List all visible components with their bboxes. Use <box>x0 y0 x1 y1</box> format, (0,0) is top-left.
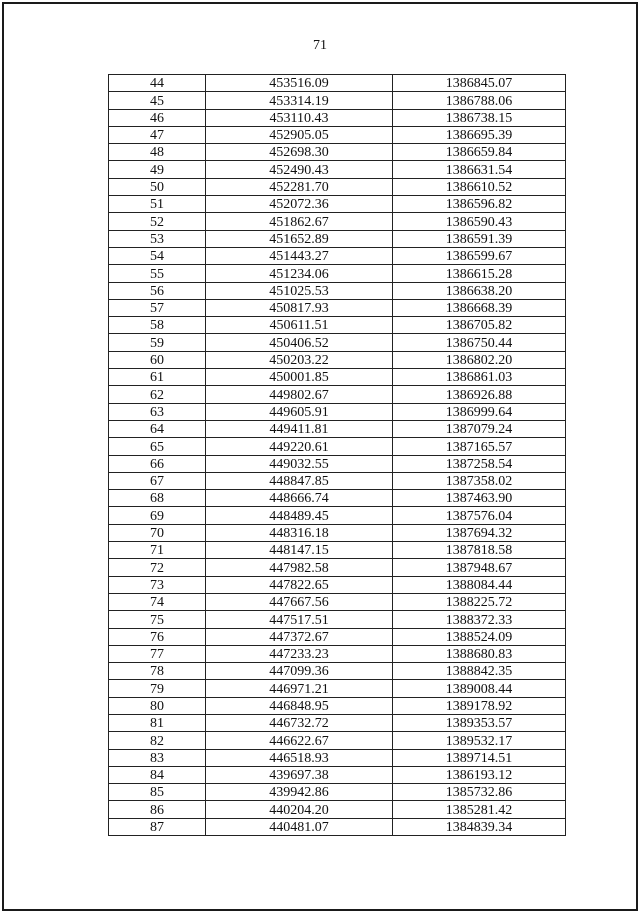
x-coordinate-cell: 450611.51 <box>206 317 393 334</box>
table-row <box>109 732 566 749</box>
y-coordinate-cell: 1386610.52 <box>393 178 566 195</box>
point-number-cell: 47 <box>109 126 206 143</box>
y-coordinate-cell: 1389714.51 <box>393 749 566 766</box>
x-coordinate-cell: 448316.18 <box>206 524 393 541</box>
point-number-cell: 83 <box>109 749 206 766</box>
table-row <box>109 542 566 559</box>
x-coordinate-cell: 446848.95 <box>206 697 393 714</box>
point-number-cell: 80 <box>109 697 206 714</box>
y-coordinate-cell: 1387948.67 <box>393 559 566 576</box>
point-number-cell: 78 <box>109 663 206 680</box>
point-number-cell: 77 <box>109 645 206 662</box>
table-row <box>109 109 566 126</box>
x-coordinate-cell: 447233.23 <box>206 645 393 662</box>
table-row <box>109 178 566 195</box>
table-row <box>109 247 566 264</box>
x-coordinate-cell: 453314.19 <box>206 92 393 109</box>
point-number-cell: 86 <box>109 801 206 818</box>
y-coordinate-cell: 1387165.57 <box>393 438 566 455</box>
point-number-cell: 87 <box>109 818 206 835</box>
x-coordinate-cell: 453110.43 <box>206 109 393 126</box>
table-row <box>109 420 566 437</box>
x-coordinate-cell: 448666.74 <box>206 490 393 507</box>
x-coordinate-cell: 451025.53 <box>206 282 393 299</box>
y-coordinate-cell: 1387694.32 <box>393 524 566 541</box>
table-row <box>109 507 566 524</box>
y-coordinate-cell: 1386638.20 <box>393 282 566 299</box>
x-coordinate-cell: 450817.93 <box>206 299 393 316</box>
table-row <box>109 559 566 576</box>
y-coordinate-cell: 1389178.92 <box>393 697 566 714</box>
point-number-cell: 61 <box>109 369 206 386</box>
table-row <box>109 317 566 334</box>
table-row <box>109 144 566 161</box>
y-coordinate-cell: 1387258.54 <box>393 455 566 472</box>
y-coordinate-cell: 1386596.82 <box>393 196 566 213</box>
table-row <box>109 230 566 247</box>
point-number-cell: 76 <box>109 628 206 645</box>
table-row <box>109 386 566 403</box>
x-coordinate-cell: 451234.06 <box>206 265 393 282</box>
table-row <box>109 680 566 697</box>
point-number-cell: 65 <box>109 438 206 455</box>
x-coordinate-cell: 448847.85 <box>206 472 393 489</box>
y-coordinate-cell: 1389353.57 <box>393 714 566 731</box>
point-number-cell: 75 <box>109 611 206 628</box>
point-number-cell: 46 <box>109 109 206 126</box>
y-coordinate-cell: 1386750.44 <box>393 334 566 351</box>
y-coordinate-cell: 1386590.43 <box>393 213 566 230</box>
table-row <box>109 784 566 801</box>
table-row <box>109 749 566 766</box>
table-row <box>109 611 566 628</box>
table-row <box>109 593 566 610</box>
y-coordinate-cell: 1385732.86 <box>393 784 566 801</box>
x-coordinate-cell: 450406.52 <box>206 334 393 351</box>
y-coordinate-cell: 1388372.33 <box>393 611 566 628</box>
table-row <box>109 213 566 230</box>
x-coordinate-cell: 446518.93 <box>206 749 393 766</box>
coordinate-table <box>108 74 566 836</box>
table-row <box>109 524 566 541</box>
table-row <box>109 438 566 455</box>
x-coordinate-cell: 446971.21 <box>206 680 393 697</box>
point-number-cell: 60 <box>109 351 206 368</box>
point-number-cell: 53 <box>109 230 206 247</box>
table-row <box>109 92 566 109</box>
table-row <box>109 663 566 680</box>
table-row <box>109 161 566 178</box>
y-coordinate-cell: 1386615.28 <box>393 265 566 282</box>
y-coordinate-cell: 1386591.39 <box>393 230 566 247</box>
y-coordinate-cell: 1388225.72 <box>393 593 566 610</box>
y-coordinate-cell: 1389008.44 <box>393 680 566 697</box>
coordinate-table-body <box>109 75 566 836</box>
y-coordinate-cell: 1388680.83 <box>393 645 566 662</box>
x-coordinate-cell: 440204.20 <box>206 801 393 818</box>
y-coordinate-cell: 1387358.02 <box>393 472 566 489</box>
point-number-cell: 45 <box>109 92 206 109</box>
x-coordinate-cell: 452698.30 <box>206 144 393 161</box>
page-number: 71 <box>313 38 327 53</box>
point-number-cell: 49 <box>109 161 206 178</box>
x-coordinate-cell: 449220.61 <box>206 438 393 455</box>
point-number-cell: 52 <box>109 213 206 230</box>
y-coordinate-cell: 1386659.84 <box>393 144 566 161</box>
point-number-cell: 51 <box>109 196 206 213</box>
point-number-cell: 68 <box>109 490 206 507</box>
y-coordinate-cell: 1387463.90 <box>393 490 566 507</box>
y-coordinate-cell: 1386738.15 <box>393 109 566 126</box>
point-number-cell: 70 <box>109 524 206 541</box>
table-row <box>109 697 566 714</box>
x-coordinate-cell: 452905.05 <box>206 126 393 143</box>
y-coordinate-cell: 1386788.06 <box>393 92 566 109</box>
x-coordinate-cell: 450203.22 <box>206 351 393 368</box>
point-number-cell: 55 <box>109 265 206 282</box>
x-coordinate-cell: 449802.67 <box>206 386 393 403</box>
point-number-cell: 74 <box>109 593 206 610</box>
table-row <box>109 351 566 368</box>
table-row <box>109 369 566 386</box>
table-row <box>109 299 566 316</box>
table-row <box>109 196 566 213</box>
y-coordinate-cell: 1387576.04 <box>393 507 566 524</box>
point-number-cell: 58 <box>109 317 206 334</box>
x-coordinate-cell: 452490.43 <box>206 161 393 178</box>
y-coordinate-cell: 1387079.24 <box>393 420 566 437</box>
x-coordinate-cell: 448489.45 <box>206 507 393 524</box>
table-row <box>109 126 566 143</box>
point-number-cell: 81 <box>109 714 206 731</box>
point-number-cell: 85 <box>109 784 206 801</box>
y-coordinate-cell: 1389532.17 <box>393 732 566 749</box>
point-number-cell: 57 <box>109 299 206 316</box>
x-coordinate-cell: 439942.86 <box>206 784 393 801</box>
x-coordinate-cell: 448147.15 <box>206 542 393 559</box>
table-row <box>109 265 566 282</box>
y-coordinate-cell: 1386802.20 <box>393 351 566 368</box>
table-row <box>109 714 566 731</box>
x-coordinate-cell: 450001.85 <box>206 369 393 386</box>
table-row <box>109 766 566 783</box>
x-coordinate-cell: 447517.51 <box>206 611 393 628</box>
y-coordinate-cell: 1386845.07 <box>393 75 566 92</box>
point-number-cell: 79 <box>109 680 206 697</box>
table-row <box>109 628 566 645</box>
x-coordinate-cell: 452072.36 <box>206 196 393 213</box>
x-coordinate-cell: 449605.91 <box>206 403 393 420</box>
y-coordinate-cell: 1388084.44 <box>393 576 566 593</box>
point-number-cell: 73 <box>109 576 206 593</box>
table-row <box>109 282 566 299</box>
y-coordinate-cell: 1386705.82 <box>393 317 566 334</box>
y-coordinate-cell: 1386631.54 <box>393 161 566 178</box>
point-number-cell: 69 <box>109 507 206 524</box>
y-coordinate-cell: 1386926.88 <box>393 386 566 403</box>
x-coordinate-cell: 447667.56 <box>206 593 393 610</box>
point-number-cell: 72 <box>109 559 206 576</box>
point-number-cell: 71 <box>109 542 206 559</box>
y-coordinate-cell: 1386999.64 <box>393 403 566 420</box>
y-coordinate-cell: 1387818.58 <box>393 542 566 559</box>
x-coordinate-cell: 452281.70 <box>206 178 393 195</box>
table-row <box>109 472 566 489</box>
point-number-cell: 67 <box>109 472 206 489</box>
table-row <box>109 334 566 351</box>
point-number-cell: 84 <box>109 766 206 783</box>
point-number-cell: 44 <box>109 75 206 92</box>
x-coordinate-cell: 439697.38 <box>206 766 393 783</box>
x-coordinate-cell: 451443.27 <box>206 247 393 264</box>
x-coordinate-cell: 451862.67 <box>206 213 393 230</box>
point-number-cell: 56 <box>109 282 206 299</box>
table-row <box>109 645 566 662</box>
y-coordinate-cell: 1386695.39 <box>393 126 566 143</box>
y-coordinate-cell: 1386668.39 <box>393 299 566 316</box>
y-coordinate-cell: 1386193.12 <box>393 766 566 783</box>
table-row <box>109 75 566 92</box>
point-number-cell: 48 <box>109 144 206 161</box>
point-number-cell: 64 <box>109 420 206 437</box>
point-number-cell: 62 <box>109 386 206 403</box>
table-row <box>109 455 566 472</box>
y-coordinate-cell: 1388842.35 <box>393 663 566 680</box>
x-coordinate-cell: 451652.89 <box>206 230 393 247</box>
x-coordinate-cell: 447099.36 <box>206 663 393 680</box>
x-coordinate-cell: 447372.67 <box>206 628 393 645</box>
x-coordinate-cell: 446622.67 <box>206 732 393 749</box>
x-coordinate-cell: 447982.58 <box>206 559 393 576</box>
table-row <box>109 490 566 507</box>
x-coordinate-cell: 446732.72 <box>206 714 393 731</box>
point-number-cell: 82 <box>109 732 206 749</box>
table-row <box>109 576 566 593</box>
table-row <box>109 818 566 835</box>
y-coordinate-cell: 1386599.67 <box>393 247 566 264</box>
x-coordinate-cell: 449411.81 <box>206 420 393 437</box>
table-row <box>109 801 566 818</box>
x-coordinate-cell: 449032.55 <box>206 455 393 472</box>
x-coordinate-cell: 453516.09 <box>206 75 393 92</box>
point-number-cell: 66 <box>109 455 206 472</box>
point-number-cell: 59 <box>109 334 206 351</box>
point-number-cell: 63 <box>109 403 206 420</box>
x-coordinate-cell: 440481.07 <box>206 818 393 835</box>
y-coordinate-cell: 1386861.03 <box>393 369 566 386</box>
table-row <box>109 403 566 420</box>
y-coordinate-cell: 1384839.34 <box>393 818 566 835</box>
point-number-cell: 50 <box>109 178 206 195</box>
y-coordinate-cell: 1385281.42 <box>393 801 566 818</box>
point-number-cell: 54 <box>109 247 206 264</box>
y-coordinate-cell: 1388524.09 <box>393 628 566 645</box>
x-coordinate-cell: 447822.65 <box>206 576 393 593</box>
